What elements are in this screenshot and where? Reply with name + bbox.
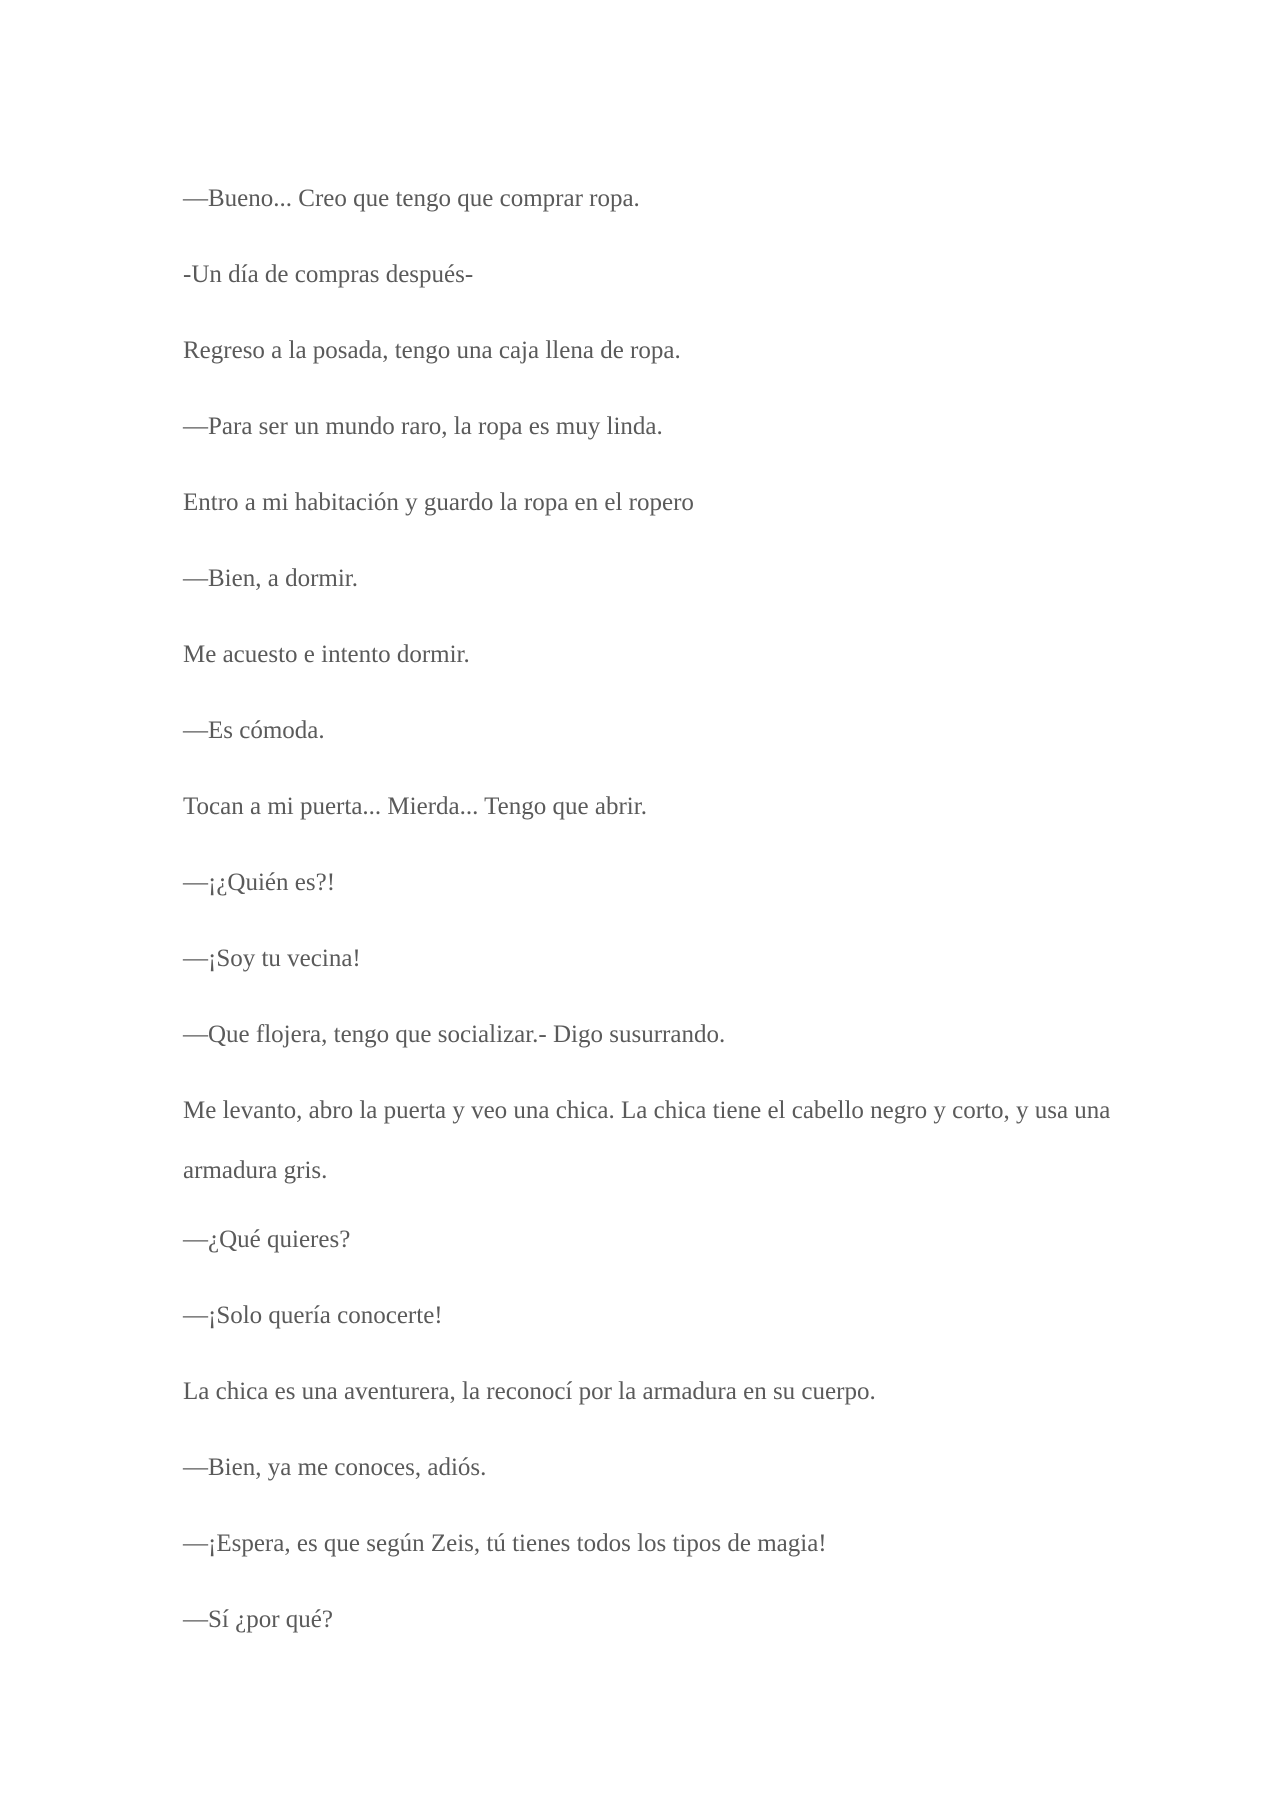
- document-body: [183, 176, 1113, 1673]
- paragraph: —¡Solo quería conocerte!: [183, 1302, 443, 1329]
- paragraph: —Bien, a dormir.: [183, 565, 358, 592]
- paragraph: Me levanto, abro la puerta y veo una chica. La chica tiene el cabello negro y corto, y usa una armadura gris.: [183, 1097, 1111, 1184]
- paragraph: —Es cómoda.: [183, 717, 325, 744]
- paragraph: —¿Qué quieres?: [183, 1226, 351, 1253]
- paragraph: —Para ser un mundo raro, la ropa es muy linda.: [183, 413, 663, 440]
- paragraph: —Bien, ya me conoces, adiós.: [183, 1454, 487, 1481]
- paragraph: —Que flojera, tengo que socializar.- Digo susurrando.: [183, 1021, 726, 1048]
- paragraph: Tocan a mi puerta... Mierda... Tengo que abrir.: [183, 793, 647, 820]
- paragraph: —¡Espera, es que según Zeis, tú tienes todos los tipos de magia!: [183, 1530, 827, 1557]
- paragraph: Entro a mi habitación y guardo la ropa en el ropero: [183, 489, 694, 516]
- paragraph: Regreso a la posada, tengo una caja llena de ropa.: [183, 337, 681, 364]
- paragraph: —¡Soy tu vecina!: [183, 945, 361, 972]
- paragraph: —Sí ¿por qué?: [183, 1606, 333, 1633]
- paragraph: —Bueno... Creo que tengo que comprar ropa.: [183, 185, 640, 212]
- paragraph: La chica es una aventurera, la reconocí por la armadura en su cuerpo.: [183, 1378, 876, 1405]
- paragraph: —¡¿Quién es?!: [183, 869, 336, 896]
- paragraph: -Un día de compras después-: [183, 261, 474, 288]
- paragraph: Me acuesto e intento dormir.: [183, 641, 470, 668]
